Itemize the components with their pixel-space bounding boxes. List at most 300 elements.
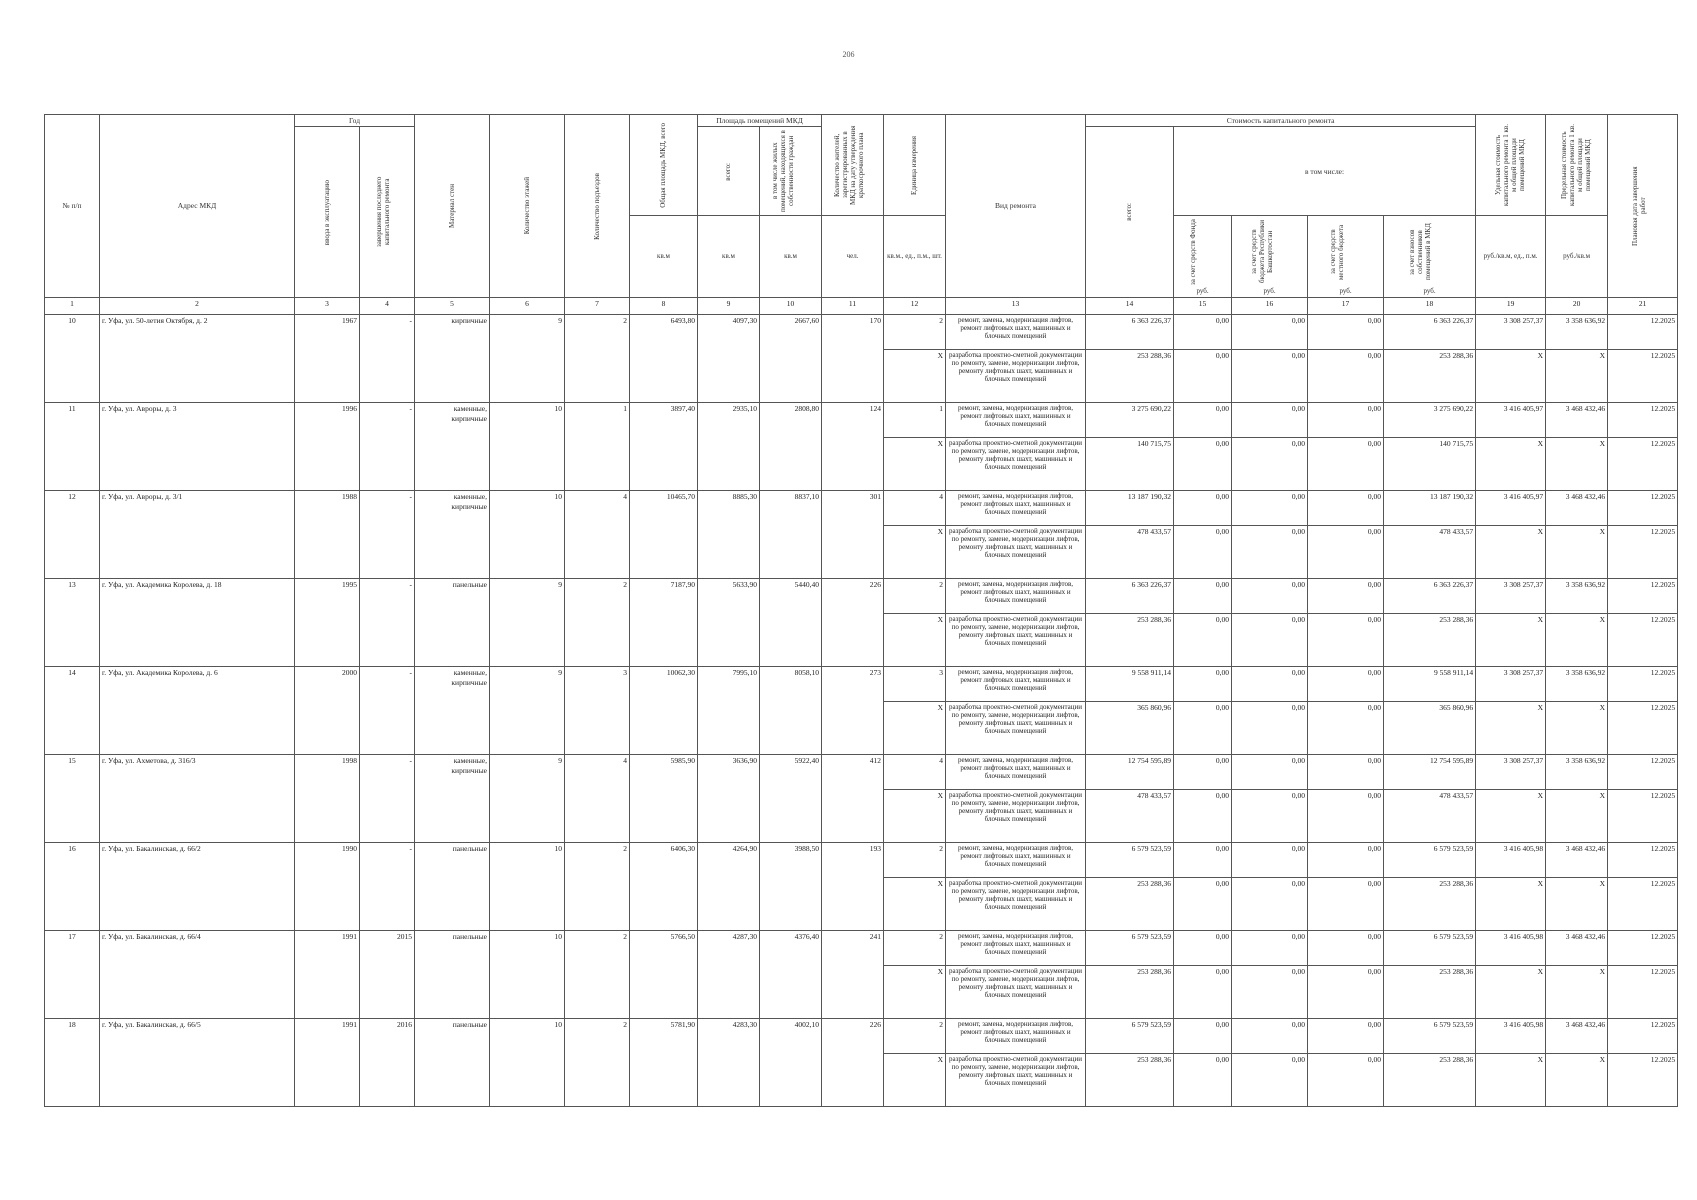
col-area-res-header: в том числе жилых помещений, находящихся в собственности граждан — [760, 127, 822, 216]
cell-republic: 0,00 — [1232, 350, 1308, 403]
cell-work-type: ремонт, замена, модернизация лифтов, ремонт лифтовых шахт, машинных и блочных помещений — [946, 931, 1086, 966]
cell-cost-total: 6 363 226,37 — [1086, 579, 1174, 614]
cell-republic: 0,00 — [1232, 315, 1308, 350]
cell-local: 0,00 — [1308, 491, 1384, 526]
cell-local: 0,00 — [1308, 931, 1384, 966]
cell-unit-cost: 3 308 257,37 — [1476, 579, 1546, 614]
cell-republic: 0,00 — [1232, 403, 1308, 438]
cell-unit: 3 — [884, 667, 946, 702]
cell-last-repair: - — [360, 667, 415, 755]
cell-year: 1996 — [295, 403, 360, 491]
cell-area-res: 2808,80 — [760, 403, 822, 491]
cell-owners: 478 433,57 — [1384, 790, 1476, 843]
col-total-area-header: Общая площадь МКД, всего — [630, 115, 698, 216]
cell-owners: 253 288,36 — [1384, 966, 1476, 1019]
cell-unit: X — [884, 350, 946, 403]
cell-area-res: 3988,50 — [760, 843, 822, 931]
cell-area-res: 2667,60 — [760, 315, 822, 403]
cell-fund: 0,00 — [1174, 403, 1232, 438]
col-number: 16 — [1232, 298, 1308, 315]
col-max-cost-header: Предельная стоимость капитального ремонта 1 кв. м общей площади помещений МКД — [1546, 115, 1608, 216]
cell-fund: 0,00 — [1174, 966, 1232, 1019]
col-number: 18 — [1384, 298, 1476, 315]
cell-fund: 0,00 — [1174, 315, 1232, 350]
col-residents-header: Количество жителей, зарегистрированных в МКД на дату утверждения краткосрочного плана — [822, 115, 884, 216]
cell-max-cost: X — [1546, 350, 1608, 403]
cell-fund: 0,00 — [1174, 878, 1232, 931]
cell-n: 10 — [45, 315, 100, 403]
cell-floors: 9 — [490, 755, 565, 843]
cell-unit: X — [884, 438, 946, 491]
cell-owners: 478 433,57 — [1384, 526, 1476, 579]
col-area-group-header: Площадь помещений МКД — [698, 115, 822, 127]
cell-local: 0,00 — [1308, 702, 1384, 755]
cell-address: г. Уфа, ул. Авроры, д. 3 — [100, 403, 295, 491]
cell-work-type: ремонт, замена, модернизация лифтов, ремонт лифтовых шахт, машинных и блочных помещений — [946, 579, 1086, 614]
cell-unit-cost: X — [1476, 702, 1546, 755]
table-row — [45, 1019, 1678, 1054]
cell-work-type: ремонт, замена, модернизация лифтов, ремонт лифтовых шахт, машинных и блочных помещений — [946, 755, 1086, 790]
cell-area-total: 5633,90 — [698, 579, 760, 667]
col-number: 17 — [1308, 298, 1384, 315]
cell-republic: 0,00 — [1232, 702, 1308, 755]
cell-n: 11 — [45, 403, 100, 491]
cell-material: панельные — [415, 843, 490, 931]
cell-last-repair: 2015 — [360, 931, 415, 1019]
cell-deadline: 12.2025 — [1608, 491, 1678, 526]
cell-total-area: 5766,50 — [630, 931, 698, 1019]
cell-unit-cost: 3 416 405,97 — [1476, 491, 1546, 526]
cell-last-repair: - — [360, 403, 415, 491]
cell-unit-cost: X — [1476, 350, 1546, 403]
unit-area-res: кв.м — [760, 216, 822, 298]
cell-entrances: 2 — [565, 579, 630, 667]
col-work-header: Вид ремонта — [946, 115, 1086, 298]
cell-cost-total: 6 579 523,59 — [1086, 931, 1174, 966]
cell-work-type: разработка проектно-сметной документации по ремонту, замене, модернизации лифтов, ремонту лифтовых шахт, машинных и блочных помещений — [946, 966, 1086, 1019]
cell-unit: 4 — [884, 491, 946, 526]
table-row — [45, 755, 1678, 790]
cell-fund: 0,00 — [1174, 438, 1232, 491]
cell-deadline: 12.2025 — [1608, 579, 1678, 614]
cell-n: 17 — [45, 931, 100, 1019]
cell-cost-total: 6 579 523,59 — [1086, 843, 1174, 878]
col-fund-header: за счет средств Фонда руб. — [1174, 216, 1232, 298]
cell-republic: 0,00 — [1232, 843, 1308, 878]
cell-max-cost: 3 358 636,92 — [1546, 579, 1608, 614]
cell-local: 0,00 — [1308, 614, 1384, 667]
cell-residents: 273 — [822, 667, 884, 755]
cell-unit: X — [884, 790, 946, 843]
cell-material: каменные, кирпичные — [415, 491, 490, 579]
unit-total-area: кв.м — [630, 216, 698, 298]
col-number: 15 — [1174, 298, 1232, 315]
col-cost-total-header: всего: — [1086, 127, 1174, 298]
column-numbers-row — [45, 298, 1678, 315]
cell-owners: 253 288,36 — [1384, 614, 1476, 667]
cell-local: 0,00 — [1308, 755, 1384, 790]
col-number: 9 — [698, 298, 760, 315]
cell-floors: 10 — [490, 931, 565, 1019]
cell-n: 15 — [45, 755, 100, 843]
col-year-commission-header: ввода в эксплуатацию — [295, 127, 360, 298]
cell-cost-total: 253 288,36 — [1086, 1054, 1174, 1107]
cell-fund: 0,00 — [1174, 843, 1232, 878]
col-number: 4 — [360, 298, 415, 315]
cell-address: г. Уфа, ул. Академика Королева, д. 18 — [100, 579, 295, 667]
cell-floors: 10 — [490, 491, 565, 579]
cell-year: 1998 — [295, 755, 360, 843]
cell-cost-total: 3 275 690,22 — [1086, 403, 1174, 438]
cell-owners: 6 579 523,59 — [1384, 843, 1476, 878]
cell-work-type: разработка проектно-сметной документации по ремонту, замене, модернизации лифтов, ремонту лифтовых шахт, машинных и блочных помещений — [946, 350, 1086, 403]
cell-local: 0,00 — [1308, 1054, 1384, 1107]
col-number: 19 — [1476, 298, 1546, 315]
cell-cost-total: 140 715,75 — [1086, 438, 1174, 491]
col-cost-group-header: Стоимость капитального ремонта — [1086, 115, 1476, 127]
cell-republic: 0,00 — [1232, 614, 1308, 667]
cell-address: г. Уфа, ул. Бакалинская, д. 66/2 — [100, 843, 295, 931]
cell-unit: 2 — [884, 843, 946, 878]
table-row — [45, 667, 1678, 702]
cell-area-total: 4264,90 — [698, 843, 760, 931]
cell-max-cost: X — [1546, 790, 1608, 843]
cell-max-cost: 3 468 432,46 — [1546, 931, 1608, 966]
col-material-header: Материал стен — [415, 115, 490, 298]
cell-local: 0,00 — [1308, 350, 1384, 403]
col-local-header: за счет средств местного бюджета руб. — [1308, 216, 1384, 298]
cell-fund: 0,00 — [1174, 702, 1232, 755]
cell-year: 2000 — [295, 667, 360, 755]
cell-year: 1990 — [295, 843, 360, 931]
cell-unit-cost: X — [1476, 790, 1546, 843]
cell-year: 1991 — [295, 931, 360, 1019]
cell-work-type: разработка проектно-сметной документации по ремонту, замене, модернизации лифтов, ремонту лифтовых шахт, машинных и блочных помещений — [946, 438, 1086, 491]
cell-work-type: ремонт, замена, модернизация лифтов, ремонт лифтовых шахт, машинных и блочных помещений — [946, 1019, 1086, 1054]
cell-republic: 0,00 — [1232, 491, 1308, 526]
cell-republic: 0,00 — [1232, 1019, 1308, 1054]
cell-n: 14 — [45, 667, 100, 755]
cell-deadline: 12.2025 — [1608, 614, 1678, 667]
cell-cost-total: 478 433,57 — [1086, 790, 1174, 843]
cell-cost-total: 12 754 595,89 — [1086, 755, 1174, 790]
cell-cost-total: 9 558 911,14 — [1086, 667, 1174, 702]
cell-local: 0,00 — [1308, 878, 1384, 931]
cell-residents: 170 — [822, 315, 884, 403]
col-deadline-header: Плановая дата завершения работ — [1608, 115, 1678, 298]
cell-deadline: 12.2025 — [1608, 526, 1678, 579]
cell-area-res: 4376,40 — [760, 931, 822, 1019]
col-n-header: № п/п — [45, 115, 100, 298]
table-row — [45, 931, 1678, 966]
cell-total-area: 6493,80 — [630, 315, 698, 403]
cell-max-cost: 3 358 636,92 — [1546, 667, 1608, 702]
cell-material: панельные — [415, 579, 490, 667]
cell-total-area: 10062,30 — [630, 667, 698, 755]
col-number: 12 — [884, 298, 946, 315]
cell-max-cost: X — [1546, 526, 1608, 579]
cell-material: панельные — [415, 931, 490, 1019]
cell-local: 0,00 — [1308, 1019, 1384, 1054]
cell-unit: X — [884, 878, 946, 931]
cell-floors: 9 — [490, 315, 565, 403]
unit-max-cost: руб./кв.м — [1546, 216, 1608, 298]
cell-republic: 0,00 — [1232, 966, 1308, 1019]
cell-total-area: 5985,90 — [630, 755, 698, 843]
cell-unit-cost: X — [1476, 878, 1546, 931]
table-body — [45, 315, 1678, 1107]
cell-max-cost: 3 468 432,46 — [1546, 1019, 1608, 1054]
cell-unit-cost: 3 308 257,37 — [1476, 755, 1546, 790]
cell-n: 12 — [45, 491, 100, 579]
cell-total-area: 7187,90 — [630, 579, 698, 667]
cell-deadline: 12.2025 — [1608, 1054, 1678, 1107]
cell-max-cost: 3 468 432,46 — [1546, 491, 1608, 526]
cell-fund: 0,00 — [1174, 755, 1232, 790]
cell-area-res: 8058,10 — [760, 667, 822, 755]
cell-residents: 124 — [822, 403, 884, 491]
col-number: 2 — [100, 298, 295, 315]
col-number: 5 — [415, 298, 490, 315]
cell-area-total: 2935,10 — [698, 403, 760, 491]
col-number: 20 — [1546, 298, 1608, 315]
cell-deadline: 12.2025 — [1608, 438, 1678, 491]
col-year-group-header: Год — [295, 115, 415, 127]
cell-address: г. Уфа, ул. Бакалинская, д. 66/5 — [100, 1019, 295, 1107]
cell-deadline: 12.2025 — [1608, 403, 1678, 438]
cell-unit: 4 — [884, 755, 946, 790]
cell-cost-total: 253 288,36 — [1086, 966, 1174, 1019]
cell-owners: 13 187 190,32 — [1384, 491, 1476, 526]
cell-max-cost: 3 358 636,92 — [1546, 315, 1608, 350]
cell-work-type: ремонт, замена, модернизация лифтов, ремонт лифтовых шахт, машинных и блочных помещений — [946, 843, 1086, 878]
cell-unit-cost: 3 416 405,97 — [1476, 403, 1546, 438]
cell-area-res: 4002,10 — [760, 1019, 822, 1107]
cell-n: 13 — [45, 579, 100, 667]
cell-area-total: 4287,30 — [698, 931, 760, 1019]
cell-local: 0,00 — [1308, 966, 1384, 1019]
cell-unit-cost: X — [1476, 614, 1546, 667]
cell-unit: 2 — [884, 931, 946, 966]
cell-year: 1967 — [295, 315, 360, 403]
cell-unit-cost: X — [1476, 966, 1546, 1019]
cell-republic: 0,00 — [1232, 1054, 1308, 1107]
cell-entrances: 4 — [565, 491, 630, 579]
cell-cost-total: 13 187 190,32 — [1086, 491, 1174, 526]
table-row — [45, 403, 1678, 438]
cell-deadline: 12.2025 — [1608, 878, 1678, 931]
table-row — [45, 579, 1678, 614]
cell-max-cost: X — [1546, 878, 1608, 931]
col-address-header: Адрес МКД — [100, 115, 295, 298]
cell-unit-cost: X — [1476, 438, 1546, 491]
cell-material: панельные — [415, 1019, 490, 1107]
cell-fund: 0,00 — [1174, 790, 1232, 843]
cell-owners: 140 715,75 — [1384, 438, 1476, 491]
cell-last-repair: - — [360, 843, 415, 931]
cell-area-total: 8885,30 — [698, 491, 760, 579]
cell-area-total: 7995,10 — [698, 667, 760, 755]
cell-max-cost: X — [1546, 614, 1608, 667]
cell-address: г. Уфа, ул. Бакалинская, д. 66/4 — [100, 931, 295, 1019]
cell-last-repair: - — [360, 755, 415, 843]
cell-residents: 241 — [822, 931, 884, 1019]
cell-owners: 6 579 523,59 — [1384, 1019, 1476, 1054]
cell-cost-total: 253 288,36 — [1086, 614, 1174, 667]
header-row-1 — [45, 115, 1678, 127]
cell-local: 0,00 — [1308, 843, 1384, 878]
cell-republic: 0,00 — [1232, 790, 1308, 843]
unit-residents: чел. — [822, 216, 884, 298]
cell-max-cost: 3 358 636,92 — [1546, 755, 1608, 790]
cell-residents: 193 — [822, 843, 884, 931]
unit-unit: кв.м., ед., п.м., шт. — [884, 216, 946, 298]
cell-floors: 9 — [490, 667, 565, 755]
col-number: 10 — [760, 298, 822, 315]
cell-work-type: разработка проектно-сметной документации по ремонту, замене, модернизации лифтов, ремонту лифтовых шахт, машинных и блочных помещений — [946, 1054, 1086, 1107]
cell-area-total: 4097,30 — [698, 315, 760, 403]
col-number: 13 — [946, 298, 1086, 315]
cell-unit: X — [884, 614, 946, 667]
cell-owners: 253 288,36 — [1384, 1054, 1476, 1107]
cell-last-repair: - — [360, 491, 415, 579]
page-number: 206 — [842, 50, 855, 59]
cell-max-cost: 3 468 432,46 — [1546, 843, 1608, 878]
table-row — [45, 491, 1678, 526]
col-republic-header: за счет средств бюджета Республики Башкортостан руб. — [1232, 216, 1308, 298]
table-row — [45, 315, 1678, 350]
cell-unit: X — [884, 702, 946, 755]
cell-max-cost: X — [1546, 1054, 1608, 1107]
cell-material: каменные, кирпичные — [415, 755, 490, 843]
cell-owners: 12 754 595,89 — [1384, 755, 1476, 790]
cell-floors: 10 — [490, 1019, 565, 1107]
cell-n: 18 — [45, 1019, 100, 1107]
cell-owners: 253 288,36 — [1384, 350, 1476, 403]
cell-work-type: разработка проектно-сметной документации по ремонту, замене, модернизации лифтов, ремонту лифтовых шахт, машинных и блочных помещений — [946, 526, 1086, 579]
cell-unit: X — [884, 1054, 946, 1107]
cell-deadline: 12.2025 — [1608, 931, 1678, 966]
cell-address: г. Уфа, ул. Академика Королева, д. 6 — [100, 667, 295, 755]
cell-deadline: 12.2025 — [1608, 315, 1678, 350]
unit-area-total: кв.м — [698, 216, 760, 298]
col-year-last-repair-header: завершения последнего капитального ремонта — [360, 127, 415, 298]
col-entrances-header: Количество подъездов — [565, 115, 630, 298]
cell-floors: 10 — [490, 843, 565, 931]
cell-fund: 0,00 — [1174, 526, 1232, 579]
cell-material: каменные, кирпичные — [415, 403, 490, 491]
cell-deadline: 12.2025 — [1608, 350, 1678, 403]
col-unit-cost-header: Удельная стоимость капитального ремонта 1 кв. м общей площади помещений МКД — [1476, 115, 1546, 216]
cell-fund: 0,00 — [1174, 931, 1232, 966]
cell-owners: 6 363 226,37 — [1384, 579, 1476, 614]
cell-last-repair: - — [360, 579, 415, 667]
col-number: 3 — [295, 298, 360, 315]
cell-max-cost: X — [1546, 702, 1608, 755]
cell-owners: 9 558 911,14 — [1384, 667, 1476, 702]
cell-residents: 412 — [822, 755, 884, 843]
cell-republic: 0,00 — [1232, 579, 1308, 614]
cell-cost-total: 6 363 226,37 — [1086, 315, 1174, 350]
cell-unit: 2 — [884, 579, 946, 614]
col-floors-header: Количество этажей — [490, 115, 565, 298]
col-owners-header: за счет взносов собственников помещений в МКД руб. — [1384, 216, 1476, 298]
cell-unit: 2 — [884, 1019, 946, 1054]
cell-entrances: 2 — [565, 931, 630, 1019]
cell-floors: 9 — [490, 579, 565, 667]
cell-cost-total: 478 433,57 — [1086, 526, 1174, 579]
cell-local: 0,00 — [1308, 790, 1384, 843]
cell-republic: 0,00 — [1232, 526, 1308, 579]
cell-year: 1991 — [295, 1019, 360, 1107]
cell-unit-cost: 3 416 405,98 — [1476, 1019, 1546, 1054]
cell-local: 0,00 — [1308, 438, 1384, 491]
cell-entrances: 2 — [565, 315, 630, 403]
cell-cost-total: 253 288,36 — [1086, 878, 1174, 931]
cell-deadline: 12.2025 — [1608, 843, 1678, 878]
cell-work-type: разработка проектно-сметной документации по ремонту, замене, модернизации лифтов, ремонту лифтовых шахт, машинных и блочных помещений — [946, 702, 1086, 755]
cell-deadline: 12.2025 — [1608, 790, 1678, 843]
cell-republic: 0,00 — [1232, 755, 1308, 790]
cell-unit-cost: 3 416 405,98 — [1476, 843, 1546, 878]
cell-material: каменные, кирпичные — [415, 667, 490, 755]
col-incl-header: в том числе: — [1174, 127, 1476, 216]
cell-fund: 0,00 — [1174, 1019, 1232, 1054]
cell-residents: 226 — [822, 579, 884, 667]
cell-fund: 0,00 — [1174, 350, 1232, 403]
cell-fund: 0,00 — [1174, 491, 1232, 526]
cell-unit-cost: 3 308 257,37 — [1476, 667, 1546, 702]
cell-entrances: 1 — [565, 403, 630, 491]
cell-total-area: 10465,70 — [630, 491, 698, 579]
cell-cost-total: 6 579 523,59 — [1086, 1019, 1174, 1054]
cell-work-type: разработка проектно-сметной документации по ремонту, замене, модернизации лифтов, ремонту лифтовых шахт, машинных и блочных помещений — [946, 790, 1086, 843]
col-number: 11 — [822, 298, 884, 315]
cell-owners: 6 363 226,37 — [1384, 315, 1476, 350]
cell-work-type: разработка проектно-сметной документации по ремонту, замене, модернизации лифтов, ремонту лифтовых шахт, машинных и блочных помещений — [946, 614, 1086, 667]
cell-residents: 226 — [822, 1019, 884, 1107]
cell-total-area: 3897,40 — [630, 403, 698, 491]
cell-republic: 0,00 — [1232, 438, 1308, 491]
cell-local: 0,00 — [1308, 526, 1384, 579]
col-number: 14 — [1086, 298, 1174, 315]
cell-work-type: ремонт, замена, модернизация лифтов, ремонт лифтовых шахт, машинных и блочных помещений — [946, 315, 1086, 350]
cell-cost-total: 253 288,36 — [1086, 350, 1174, 403]
cell-entrances: 4 — [565, 755, 630, 843]
cell-local: 0,00 — [1308, 667, 1384, 702]
cell-max-cost: 3 468 432,46 — [1546, 403, 1608, 438]
col-number: 1 — [45, 298, 100, 315]
cell-fund: 0,00 — [1174, 1054, 1232, 1107]
cell-last-repair: 2016 — [360, 1019, 415, 1107]
cell-year: 1988 — [295, 491, 360, 579]
col-number: 7 — [565, 298, 630, 315]
cell-work-type: разработка проектно-сметной документации по ремонту, замене, модернизации лифтов, ремонту лифтовых шахт, машинных и блочных помещений — [946, 878, 1086, 931]
cell-local: 0,00 — [1308, 403, 1384, 438]
cell-work-type: ремонт, замена, модернизация лифтов, ремонт лифтовых шахт, машинных и блочных помещений — [946, 491, 1086, 526]
col-area-total-header: всего: — [698, 127, 760, 216]
cell-unit: 1 — [884, 403, 946, 438]
cell-floors: 10 — [490, 403, 565, 491]
cell-entrances: 3 — [565, 667, 630, 755]
cell-address: г. Уфа, ул. 50-летия Октября, д. 2 — [100, 315, 295, 403]
cell-unit: X — [884, 526, 946, 579]
cell-area-total: 4283,30 — [698, 1019, 760, 1107]
cell-max-cost: X — [1546, 438, 1608, 491]
cell-cost-total: 365 860,96 — [1086, 702, 1174, 755]
col-unit-header: Единица измерения — [884, 115, 946, 216]
cell-address: г. Уфа, ул. Ахметова, д. 316/3 — [100, 755, 295, 843]
